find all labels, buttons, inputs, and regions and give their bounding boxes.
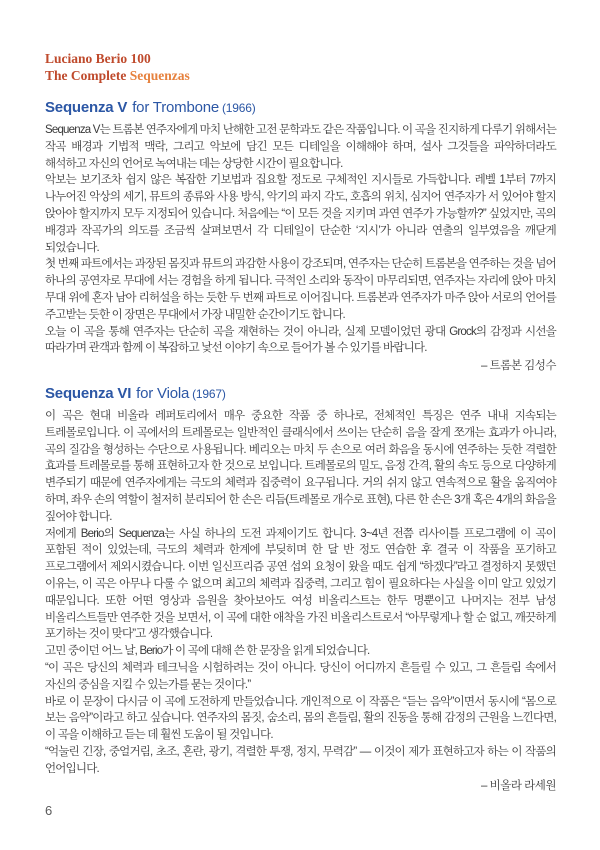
paragraph: 오늘 이 곡을 통해 연주자는 단순히 곡을 재현하는 것이 아니라, 실제 모델이었던 광대 Grock의 감정과 시선을 따라가며 관객과 함께 이 복잡하고 낯선 이야기 속으로 들어가 볼 수 있기를 바랍니다.: [45, 325, 556, 355]
section-name: Sequenza V: [45, 99, 128, 116]
section-name: Sequenza VI: [45, 384, 132, 402]
paragraph: “억눌린 긴장, 중얼거림, 초조, 혼란, 광기, 격렬한 투쟁, 정지, 무력감” — 이것이 제가 표현하고자 하는 이 작품의 언어입니다.: [45, 745, 556, 775]
booklet-header-line2-accent: Sequenzas: [129, 68, 190, 83]
page-number: 6: [45, 803, 53, 818]
booklet-header-line1: Luciano Berio 100: [45, 51, 151, 66]
paragraph: “이 곡은 당신의 체력과 테크닉을 시험하려는 것이 아니다. 당신이 어디까지 흔들릴 수 있고, 그 흔들림 속에서 자신의 중심을 지킬 수 있는가를 묻는 것이다.”: [45, 661, 556, 691]
section-sequenza-v: [45, 98, 556, 375]
section-sequenza-vi: [45, 384, 556, 795]
section-body: [45, 122, 556, 357]
section-subtitle: for Trombone: [132, 99, 220, 116]
attribution-trombone: – 트롬본 김성수: [481, 360, 556, 373]
section-subtitle: for Viola: [136, 384, 190, 402]
booklet-header-line2-prefix: The Complete: [45, 68, 130, 83]
booklet-header-line2: [45, 67, 556, 84]
paragraph: 이 곡은 현대 비올라 레퍼토리에서 매우 중요한 작품 중 하나로, 전체적인 특징은 연주 내내 지속되는 트레몰로입니다. 이 곡에서의 트레몰로는 일반적인 클래식에서 쓰이는 단순히 음을 잘게 쪼개는 효과가 아니라, 곡의 질감을 형성하는 수단으로 사용됩니다. 베리오는 마치 두 손으로 여러 화음을 동시에 연주하는 듯한 격렬한 효과를 트레몰로를 통해 표현하고자 한 것으로 보입니다. 트레몰로의 밀도, 음정 간격, 활의 속도 등으로 다양하게 변주되기 때문에 연주자에게는 극도의 체력과 집중력이 요구됩니다. 거의 쉬지 않고 연속적으로 활을 움직여야 하며, 좌우 손의 역할이 철저히 분리되어 한 손은 리듬(트레몰로 개수로 표현), 다른 한 손은 3개 혹은 4개의 화음을 짚어야 합니다.: [45, 409, 556, 523]
paragraph: 바로 이 문장이 다시금 이 곡에 도전하게 만들었습니다. 개인적으로 이 작품은 “듣는 음악”이면서 동시에 “몸으로 보는 음악”이라고 하고 싶습니다. 연주자의 몸짓, 숨소리, 몸의 흔들림, 활의 진동을 통해 감정의 근원을 느낀다면, 이 곡을 이해하고 듣는 데 훨씬 도움이 될 것입니다.: [45, 695, 556, 742]
paragraph: 저에게 Berio의 Sequenza는 사실 하나의 도전 과제이기도 합니다. 3~4년 전쯤 리사이틀 프로그램에 이 곡이 포함된 적이 있었는데, 극도의 체력과 한계에 부딪히며 한 달 반 정도 연습한 후 결국 이 작품을 포기하고 프로그램에서 제외시켰습니다. 이번 일신프리즘 공연 섭외 요청이 왔을 때도 쉽게 “하겠다”라고 결정하지 못했던 이유는, 이 곡은 아무나 다룰 수 없으며 최고의 체력과 집중력, 그리고 힘이 필요하다는 사실을 이미 알고 있었기 때문입니다. 또한 어떤 영상과 음원을 찾아보아도 여성 비올리스트는 한두 명뿐이고 나머지는 전부 남성 비올리스트들만 연주한 것을 보면서, 이 곡에 대한 애착을 가진 비올리스트로서 “아무렇게나 할 순 없고, 깨끗하게 포기하는 것이 맞다”고 생각했습니다.: [45, 527, 556, 641]
section-year: (1967): [192, 386, 226, 401]
section-title-sequenza-vi: [45, 384, 556, 404]
booklet-header: [45, 50, 556, 84]
section-year: (1966): [222, 101, 256, 115]
paragraph: 고민 중이던 어느 날, Berio가 이 곡에 대해 쓴 한 문장을 읽게 되었습니다.: [45, 645, 370, 658]
attribution-viola: – 비올라 라세원: [481, 780, 556, 793]
paragraph: 첫 번째 파트에서는 과장된 몸짓과 뮤트의 과감한 사용이 강조되며, 연주자는 단순히 트롬본을 연주하는 것을 넘어 하나의 공연자로 무대에 서는 경험을 하게 됩니다. 극적인 소리와 동작이 마무리되면, 연주자는 자리에 앉아 마치 무대 위에 혼자 남아 리허설을 하는 듯한 두 번째 파트로 이어집니다. 트롬본과 연주자가 마주 앉아 서로의 언어를 주고받는 듯한 이 장면은 무대에서 가장 내밀한 순간이기도 합니다.: [45, 258, 556, 321]
paragraph: Sequenza V는 트롬본 연주자에게 마치 난해한 고전 문학과도 같은 작품입니다. 이 곡을 진지하게 다루기 위해서는 작곡 배경과 기법적 맥락, 그리고 악보에 담긴 모든 디테일을 이해해야 하며, 설사 그것들을 파악하더라도 해석하고 자신의 언어로 녹여내는 데는 상당한 시간이 필요합니다.: [45, 124, 556, 170]
section-title-sequenza-v: [45, 98, 556, 118]
paragraph: 악보는 보기조차 쉽지 않은 복잡한 기보법과 집요할 정도로 구체적인 지시들로 가득합니다. 레벨 1부터 7까지 나누어진 악상의 세기, 뮤트의 종류와 사용 방식, 악기의 파지 각도, 호흡의 위치, 심지어 연주자가 서 있어야 할지 앉아야 할지까지 모두 지정되어 있습니다. 처음에는 “이 모든 것을 지키며 과연 연주가 가능할까?” 싶었지만, 곡의 배경과 작곡가의 의도를 조금씩 살펴보면서 각 디테일이 단순한 ‘지시’가 아니라 연출의 일부였음을 깨닫게 되었습니다.: [45, 174, 556, 254]
section-body: [45, 408, 556, 778]
